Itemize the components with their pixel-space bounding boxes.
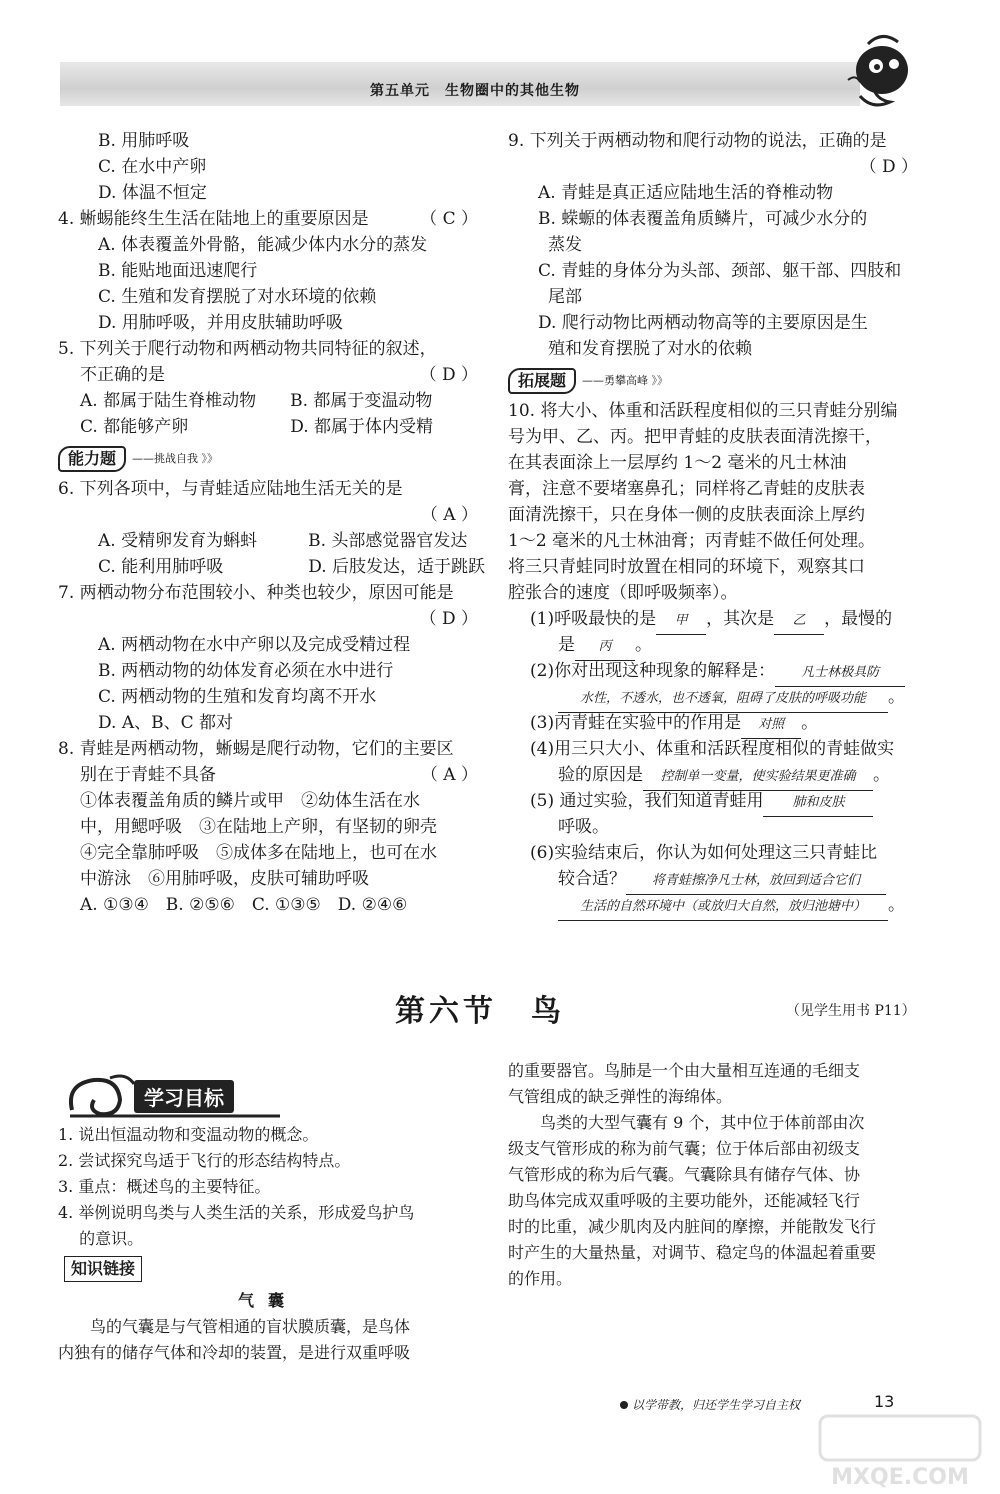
bottom-left-column [58,1122,478,1366]
question-line-text: 9. 下列关于两栖动物和爬行动物的说法，正确的是 [508,131,887,151]
question-line [58,206,478,232]
question-line-text: 尾部 [548,287,582,307]
question-line [58,310,478,336]
question-line-text: C. 在水中产卵 [98,157,207,177]
answer-bracket: （ D ） [419,365,478,385]
question-line-text: D. 爬行动物比两栖动物高等的主要原因是生 [538,313,868,333]
question-line-text: B. 两栖动物的幼体发育必须在水中进行 [98,661,394,681]
q10-stem-line: 将三只青蛙同时放置在相同的环境下，观察其口 [508,557,865,577]
question-line [58,606,478,632]
question-line-text: A. 都属于陆生脊椎动物 B. 都属于变温动物 [80,391,433,411]
question-line-text: 中游泳 ⑥用肺呼吸，皮肤可辅助呼吸 [80,869,369,889]
question-line [58,762,478,788]
left-column [58,128,486,918]
question-line-text: 别在于青蛙不具备 [80,765,216,785]
answer-blank: 将青蛙擦净凡士林，放回到适合它们 [626,868,886,895]
q10-s2b: 水性，不透水，也不透氧，阻碍了皮肤的呼吸功能 。 [508,684,918,710]
answer-bracket: （ A ） [420,505,478,525]
question-line-text: 不正确的是 [80,365,165,385]
question-line-text: C. 能利用肺呼吸 D. 后肢发达，适于跳跃 [98,557,486,577]
paragraph-line: 时产生的大量热量，对调节、稳定鸟的体温起着重要 [508,1243,877,1262]
question-line [58,502,478,528]
mascot-illustration [838,30,918,114]
question-line-text: A. 两栖动物在水中产卵以及完成受精过程 [98,635,411,655]
bottom-right-column [508,1058,918,1292]
learning-goals-badge: 学习目标 [134,1080,234,1113]
question-line-text: 中，用鳃呼吸 ③在陆地上产卵，有坚韧的卵壳 [80,817,437,837]
goal-item: 的意识。 [58,1229,144,1248]
answer-blank: 生活的自然环境中（或放归大自然，放归池塘中） [558,894,888,921]
question-line-text: A. 体表覆盖外骨骼，能减少体内水分的蒸发 [98,235,428,255]
q10-stem-line: 10. 将大小、体重和活跃程度相似的三只青蛙分别编 [508,401,898,421]
q10-stem-line: 面清洗擦干，只在身体一侧的皮肤表面涂上厚约 [508,505,865,525]
q10-stem-line: 腔张合的速度（即呼吸频率）。 [508,583,738,603]
paragraph-line: 鸟的气囊是与气管相通的盲状膜质囊，是鸟体 [58,1317,411,1336]
question-line-text: B. 能贴地面迅速爬行 [98,261,258,281]
question-line [58,814,478,840]
q10-stem-line: 在其表面涂上一层厚约 1～2 毫米的凡士林油 [508,453,847,473]
right-column [508,128,918,918]
answer-bracket: （ D ） [419,609,478,629]
question-line [58,336,478,362]
ability-badge [58,446,218,472]
question-line-text: B. 蝾螈的体表覆盖角质鳞片，可减少水分的 [538,209,868,229]
question-line-text: ①体表覆盖角质的鳞片或甲 ②幼体生活在水 [80,791,420,811]
ability-badge-subtitle: ——挑战自我 》》 [132,452,219,465]
goal-item: 1. 说出恒温动物和变温动物的概念。 [58,1125,319,1144]
q10-s2: (2)你对出现这种现象的解释是： 凡士林极具防 [508,658,918,684]
section-reference: （见学生用书 P11） [786,1003,916,1019]
knowledge-link-badge: 知识链接 [64,1256,142,1282]
question-line [58,476,478,502]
answer-blank: 水性，不透水，也不透氧，阻碍了皮肤的呼吸功能 [558,686,888,713]
question-line [58,362,478,388]
question-line [58,414,478,440]
question-line [58,232,478,258]
paragraph-line: 的作用。 [508,1269,573,1288]
question-line [508,232,918,258]
q10-stem-line: 膏，注意不要堵塞鼻孔；同样将乙青蛙的皮肤表 [508,479,865,499]
paragraph-line: 鸟类的大型气囊有 9 个，其中位于体前部由次 [508,1113,865,1132]
question-line [508,336,918,362]
goal-item: 4. 举例说明鸟类与人类生活的关系，形成爱鸟护鸟 [58,1203,415,1222]
unit-title: 第五单元 生物圈中的其他生物 [370,83,580,99]
paragraph-line: 时的比重，减少肌肉及内脏间的摩擦，并能散发飞行 [508,1217,877,1236]
question-line [58,154,478,180]
question-line-text: D. A、B、C 都对 [98,713,234,733]
paragraph-line: 助鸟体完成双重呼吸的主要功能外，还能减轻飞行 [508,1191,861,1210]
expand-badge-subtitle: ——勇攀高峰 》》 [582,374,669,387]
question-line-text: 5. 下列关于爬行动物和两栖动物共同特征的叙述， [58,339,437,359]
question-line [58,554,486,580]
goal-item: 2. 尝试探究鸟适于飞行的形态结构特点。 [58,1151,351,1170]
question-line-text: 殖和发育摆脱了对水的依赖 [548,339,752,359]
expand-badge-title: 拓展题 [508,368,576,394]
answer-blank: 甲 [656,608,706,635]
paragraph-line: 级支气管形成的称为前气囊；位于体后部由初级支 [508,1139,861,1158]
paragraph-line: 气管组成的缺乏弹性的海绵体。 [508,1087,733,1106]
question-line [58,128,478,154]
q10-s4a: (4)用三只大小、体重和活跃程度相似的青蛙做实 [530,739,895,759]
question-line [508,310,918,336]
question-line [58,892,478,918]
question-line [58,258,478,284]
q10-s6b: 较合适？ 将青蛙擦净凡士林，放回到适合它们 [508,866,918,892]
question-line-text: C. 都能够产卵 D. 都属于体内受精 [80,417,434,437]
question-line [58,684,478,710]
question-line-text: C. 两栖动物的生殖和发育均离不开水 [98,687,377,707]
ability-badge-title: 能力题 [58,446,126,472]
question-line-text: 8. 青蛙是两栖动物，蜥蜴是爬行动物，它们的主要区 [58,739,454,759]
question-line [508,206,918,232]
page-number: 13 [874,1392,895,1411]
answer-bracket: （ D ） [859,157,918,177]
answer-blank: 乙 [774,608,824,635]
paragraph-line: 内独有的储存气体和冷却的装置，是进行双重呼吸 [58,1343,411,1362]
answer-blank: 凡士林极具防 [775,660,905,687]
answer-blank: 控制单一变量，使实验结果更准确 [643,764,873,791]
expand-badge [508,368,668,394]
q10-s1: (1)呼吸最快的是 甲 ，其次是 乙 ，最慢的 [508,606,918,632]
paragraph-line: 的重要器官。鸟肺是一个由大量相互连通的毛细支 [508,1061,861,1080]
question-line [58,658,478,684]
question-line [58,736,478,762]
question-line [58,180,478,206]
question-line-text: D. 体温不恒定 [98,183,207,203]
answer-blank: 肺和皮肤 [763,790,873,817]
question-line [58,788,478,814]
question-line [58,840,478,866]
section-title: 第六节 鸟 [395,994,565,1029]
q10-s5b: 呼吸。 [558,817,609,837]
goal-item: 3. 重点：概述鸟的主要特征。 [58,1177,271,1196]
question-line-text: 4. 蜥蜴能终生生活在陆地上的重要原因是 [58,209,369,229]
q10-s4b: 验的原因是 控制单一变量，使实验结果更准确 。 [508,762,918,788]
question-line [58,528,478,554]
q10-s6c: 生活的自然环境中（或放归大自然，放归池塘中） 。 [508,892,918,918]
question-line-text: A. 青蛙是真正适应陆地生活的脊椎动物 [538,183,834,203]
q10-stem-line: 1～2 毫米的凡士林油膏；丙青蛙不做任何处理。 [508,531,876,551]
footer-slogan: 以学带教，归还学生学习自主权 [620,1396,860,1413]
question-line-text: 6. 下列各项中，与青蛙适应陆地生活无关的是 [58,479,403,499]
q10-s3: (3)丙青蛙在实验中的作用是 对照 。 [508,710,918,736]
question-line [58,580,478,606]
question-line [58,710,478,736]
answer-bracket: （ A ） [420,765,478,785]
question-line [508,284,918,310]
question-line [508,180,918,206]
question-line-text: B. 用肺呼吸 [98,131,190,151]
paragraph-line: 气管形成的称为后气囊。气囊除具有储存气体、协 [508,1165,861,1184]
question-line-text: A. ①③④ B. ②⑤⑥ C. ①③⑤ D. ②④⑥ [80,895,408,915]
question-line [508,128,918,154]
question-line [58,866,478,892]
question-line-text: C. 青蛙的身体分为头部、颈部、躯干部、四肢和 [538,261,902,281]
answer-blank: 丙 [575,634,635,661]
question-line-text: C. 生殖和发育摆脱了对水环境的依赖 [98,287,377,307]
answer-blank: 对照 [741,712,801,739]
watermark-logo [810,1410,990,1494]
q10-stem-line: 号为甲、乙、丙。把甲青蛙的皮肤表面清洗擦干， [508,427,882,447]
question-line [508,154,918,180]
q10-s6a: (6)实验结束后，你认为如何处理这三只青蛙比 [530,843,878,863]
question-line [58,632,478,658]
knowledge-heading: 气囊 [237,1291,298,1310]
question-line [58,388,478,414]
question-line-text: 7. 两栖动物分布范围较小、种类也较少，原因可能是 [58,583,454,603]
question-line [508,258,918,284]
q10-s5: (5) 通过实验，我们知道青蛙用 肺和皮肤 [508,788,918,814]
question-line-text: A. 受精卵发育为蝌蚪 B. 头部感觉器官发达 [98,531,468,551]
question-line-text: 蒸发 [548,235,582,255]
question-line-text: ④完全靠肺呼吸 ⑤成体多在陆地上，也可在水 [80,843,437,863]
question-line-text: D. 用肺呼吸，并用皮肤辅助呼吸 [98,313,343,333]
watermark-text: MXQE.COM [831,1465,969,1490]
bullet-icon [620,1401,628,1409]
question-line [58,284,478,310]
q10-s1b: 是 丙 。 [508,632,918,658]
answer-bracket: （ C ） [420,209,478,229]
